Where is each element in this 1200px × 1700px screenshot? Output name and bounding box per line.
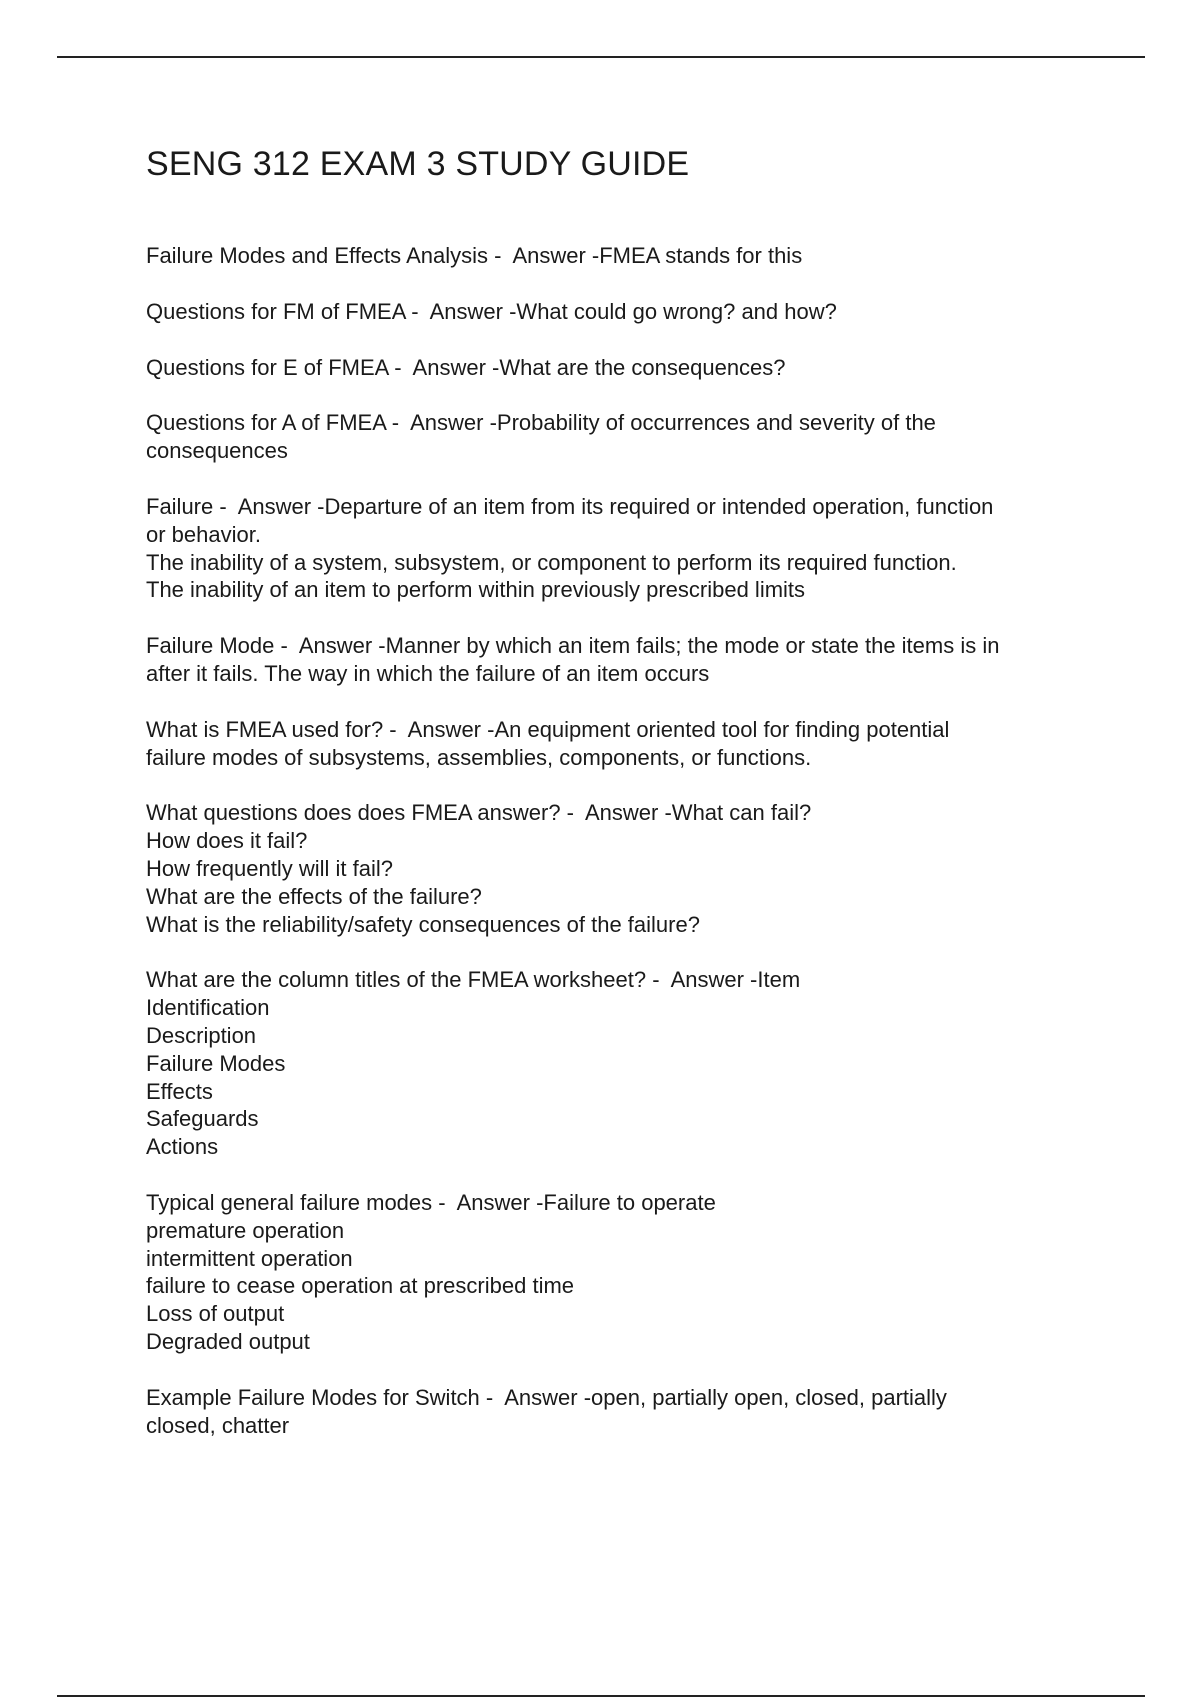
qa-entry xyxy=(146,242,1106,270)
entry-line: Failure Modes xyxy=(146,1050,286,1076)
entry-line: premature operation xyxy=(146,1217,345,1243)
entry-line: Example Failure Modes for Switch - Answer -open, partially open, closed, partially xyxy=(146,1384,947,1410)
qa-entry xyxy=(146,493,1106,604)
qa-entry xyxy=(146,1189,1106,1356)
entry-line: How does it fail? xyxy=(146,828,308,854)
entry-line: intermittent operation xyxy=(146,1245,353,1271)
entry-line: Failure - Answer -Departure of an item from its required or intended operation, function xyxy=(146,493,994,519)
entry-line: Actions xyxy=(146,1134,219,1160)
qa-entry xyxy=(146,716,1106,772)
qa-entry xyxy=(146,1384,1106,1440)
entry-line: failure modes of subsystems, assemblies, components, or functions. xyxy=(146,744,812,770)
entry-line: consequences xyxy=(146,438,288,464)
entry-line: Loss of output xyxy=(146,1301,285,1327)
entry-line: Effects xyxy=(146,1078,213,1104)
qa-entry xyxy=(146,354,1106,382)
entry-line: What is the reliability/safety consequences of the failure? xyxy=(146,911,700,937)
entry-line: after it fails. The way in which the failure of an item occurs xyxy=(146,660,710,686)
header-rule xyxy=(57,56,1145,58)
qa-entry xyxy=(146,298,1106,326)
entry-line: Typical general failure modes - Answer -Failure to operate xyxy=(146,1189,716,1215)
entry-line: Safeguards xyxy=(146,1106,259,1132)
entry-line: Failure Mode - Answer -Manner by which an item fails; the mode or state the items is in xyxy=(146,633,1000,659)
entry-line: Degraded output xyxy=(146,1328,310,1354)
footer-rule xyxy=(57,1695,1145,1697)
qa-entry xyxy=(146,799,1106,938)
entry-line: Description xyxy=(146,1022,257,1048)
qa-entry xyxy=(146,632,1106,688)
entry-line: How frequently will it fail? xyxy=(146,855,393,881)
entry-line: What are the column titles of the FMEA worksheet? - Answer -Item xyxy=(146,967,801,993)
entry-line: Failure Modes and Effects Analysis - Answer -FMEA stands for this xyxy=(146,243,803,268)
study-guide-body xyxy=(146,242,1106,1467)
entry-line: closed, chatter xyxy=(146,1412,290,1438)
entry-line: What are the effects of the failure? xyxy=(146,883,482,909)
entry-line: What is FMEA used for? - Answer -An equipment oriented tool for finding potential xyxy=(146,716,950,742)
entry-line: Questions for A of FMEA - Answer -Probability of occurrences and severity of the xyxy=(146,410,936,436)
qa-entry xyxy=(146,409,1106,465)
entry-line: Questions for E of FMEA - Answer -What are the consequences? xyxy=(146,354,786,380)
entry-line: Questions for FM of FMEA - Answer -What could go wrong? and how? xyxy=(146,298,837,324)
entry-line: or behavior. xyxy=(146,521,261,547)
entry-line: failure to cease operation at prescribed time xyxy=(146,1273,575,1299)
entry-line: The inability of a system, subsystem, or component to perform its required function. xyxy=(146,549,957,575)
entry-line: Identification xyxy=(146,995,270,1021)
entry-line: What questions does does FMEA answer? - Answer -What can fail? xyxy=(146,800,812,826)
entry-line: The inability of an item to perform within previously prescribed limits xyxy=(146,577,806,603)
page-title: SENG 312 EXAM 3 STUDY GUIDE xyxy=(146,145,690,183)
qa-entry xyxy=(146,966,1106,1161)
